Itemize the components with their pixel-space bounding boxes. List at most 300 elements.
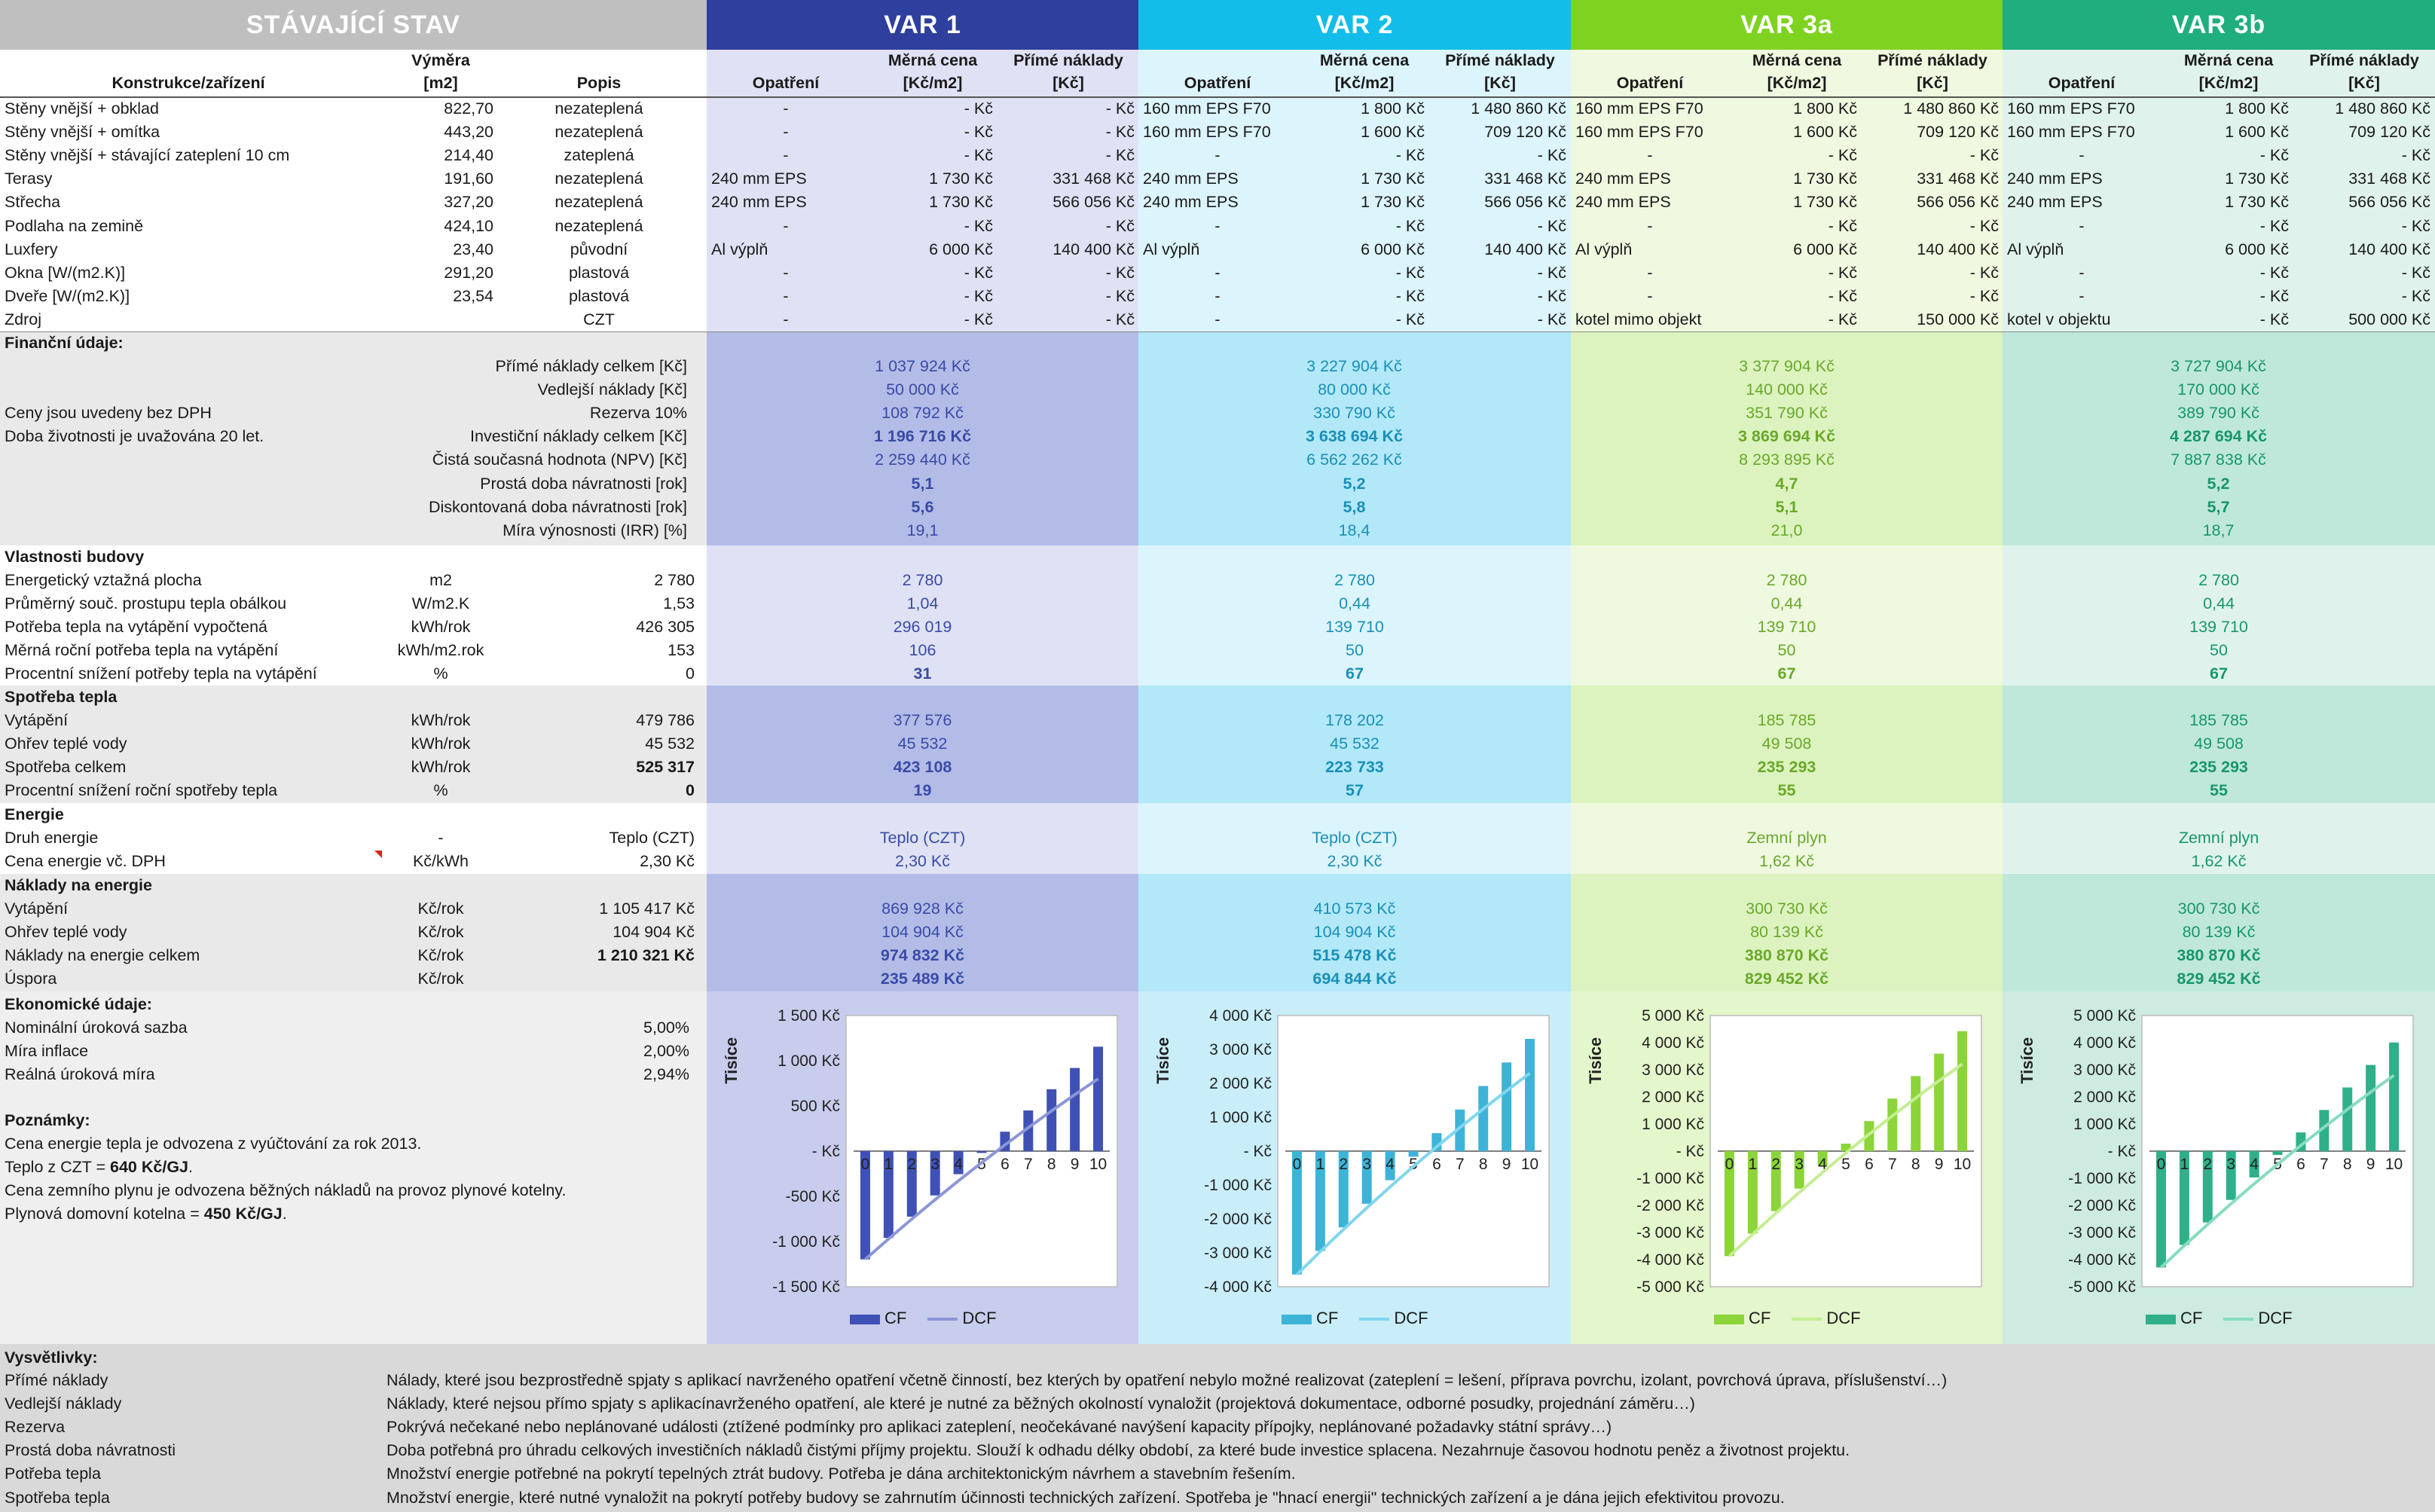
- financial-var-value: 19,1: [906, 521, 939, 539]
- financial-var-value: 3 227 904 Kč: [1306, 357, 1402, 375]
- measure-prime-naklady: 140 400 Kč: [1484, 240, 1566, 258]
- section-costs-title: Náklady na energie: [5, 876, 152, 894]
- measure-opatreni: 160 mm EPS F70: [1143, 123, 1271, 142]
- measure-prime-naklady: - Kč: [2401, 146, 2430, 165]
- section-consumption-title: Spotřeba tepla: [5, 688, 118, 706]
- costs-var-value: 300 730 Kč: [1746, 900, 1828, 918]
- financial-var-value: 5,2: [1343, 474, 1366, 493]
- x-tick-label: 6: [1865, 1156, 1874, 1173]
- consumption-var-value: 185 785: [2189, 711, 2248, 729]
- measure-prime-naklady: 140 400 Kč: [1917, 240, 1999, 258]
- financial-var-value: 389 790 Kč: [2177, 404, 2259, 423]
- building-label: Energetický vztažná plocha: [5, 571, 202, 589]
- measure-opatreni: -: [1647, 286, 1653, 305]
- colhead-prime-naklady: Přímé náklady: [1445, 51, 1555, 69]
- legend-cf-label: CF: [884, 1309, 907, 1327]
- explanation-text: Náklady, které nejsou přímo spjaty s aplikacínavrženého opatření, ale které je nutné za běžných okolností vynaložit (projektová dokumentace, odborné posudky, projednání záměru…): [386, 1394, 1695, 1413]
- colhead-merna-cena-unit: [Kč/m2]: [1767, 74, 1827, 92]
- header-var2: VAR 2: [1138, 0, 1571, 50]
- measure-opatreni: -: [2079, 286, 2085, 305]
- construction-desc: nezateplená: [555, 216, 643, 235]
- financial-var-value: 5,6: [911, 497, 934, 516]
- consumption-var-value: 55: [2210, 781, 2228, 800]
- financial-label: Míra výnosnosti (IRR) [%]: [503, 521, 687, 539]
- colhead-merna-cena: Měrná cena: [1752, 51, 1842, 69]
- measure-opatreni: 160 mm EPS F70: [2007, 99, 2135, 118]
- x-tick-label: 3: [1795, 1156, 1804, 1173]
- measure-merna-cena: - Kč: [2259, 286, 2289, 305]
- y-tick-label: 4 000 Kč: [1642, 1034, 1704, 1052]
- section-economic-title: Ekonomické údaje:: [5, 995, 152, 1013]
- financial-var-value: 3 869 694 Kč: [1737, 427, 1836, 446]
- y-tick-label: 3 000 Kč: [1642, 1061, 1704, 1079]
- building-label: Potřeba tepla na vytápění vypočtená: [5, 618, 268, 637]
- y-tick-label: 3 000 Kč: [1209, 1041, 1272, 1058]
- y-tick-label: - Kč: [1676, 1143, 1704, 1160]
- measure-opatreni: kotel v objektu: [2007, 310, 2111, 328]
- legend-cf-swatch: [2146, 1315, 2176, 1324]
- construction-name: Luxfery: [5, 240, 58, 258]
- measure-prime-naklady: - Kč: [1105, 263, 1135, 282]
- measure-opatreni: -: [1214, 263, 1221, 282]
- x-tick-label: 1: [2180, 1156, 2189, 1173]
- x-tick-label: 7: [1455, 1156, 1465, 1173]
- consumption-var-value: 223 733: [1325, 758, 1384, 777]
- building-var-value: 50: [1346, 641, 1364, 660]
- measure-opatreni: -: [783, 123, 789, 142]
- financial-var-value: 1 037 924 Kč: [875, 357, 970, 375]
- consumption-base-value: 525 317: [636, 758, 695, 777]
- colhead-prime-naklady: Přímé náklady: [1013, 51, 1123, 69]
- measure-prime-naklady: 709 120 Kč: [2348, 123, 2430, 142]
- x-tick-label: 0: [2156, 1156, 2166, 1173]
- building-var-value: 0,44: [1339, 594, 1370, 613]
- construction-area: 327,20: [444, 193, 493, 212]
- measure-opatreni: 240 mm EPS: [2007, 170, 2103, 188]
- explanation-text: Nálady, které jsou bezprostředně spjaty s aplikací navrženého opatření včetně činností, bez kterých by opatření nebylo možné realizovat (zateplení = lešení, příprava povrchu, izolant, povrchová úprava, příslušenství…): [386, 1371, 1948, 1389]
- cf-bar: [2273, 1151, 2283, 1155]
- y-tick-label: -3 000 Kč: [2068, 1224, 2136, 1242]
- financial-var-value: 2 259 440 Kč: [875, 451, 970, 469]
- construction-area: 443,20: [444, 123, 493, 142]
- y-tick-label: -500 Kč: [785, 1188, 840, 1205]
- building-var-value: 67: [1777, 664, 1796, 683]
- measure-prime-naklady: 140 400 Kč: [1053, 240, 1135, 258]
- x-tick-label: 4: [954, 1156, 963, 1173]
- y-axis-label: Tisíce: [1586, 1037, 1605, 1084]
- economic-label: Míra inflace: [5, 1042, 89, 1061]
- x-tick-label: 8: [1046, 1156, 1056, 1173]
- measure-prime-naklady: 150 000 Kč: [1917, 310, 1999, 328]
- colhead-popis: Popis: [576, 74, 622, 92]
- x-tick-label: 6: [1432, 1156, 1441, 1173]
- colhead-opatreni: Opatření: [1616, 74, 1684, 92]
- costs-unit: Kč/rok: [417, 900, 464, 918]
- section-financial-title: Finanční údaje:: [5, 334, 124, 352]
- costs-var-value: 829 452 Kč: [2177, 970, 2261, 988]
- x-tick-label: 8: [1478, 1156, 1488, 1173]
- financial-label: Investiční náklady celkem [Kč]: [470, 427, 687, 446]
- cashflow-chart: [1571, 1002, 2003, 1318]
- consumption-var-value: 377 576: [893, 711, 952, 729]
- measure-opatreni: 160 mm EPS F70: [1575, 99, 1703, 118]
- measure-merna-cena: 6 000 Kč: [929, 240, 993, 258]
- building-var-value: 2 780: [1766, 571, 1807, 589]
- colhead-prime-naklady-unit: [Kč]: [1917, 74, 1948, 92]
- legend-cf-swatch: [850, 1315, 880, 1324]
- energy-var-value: Teplo (CZT): [1312, 829, 1398, 847]
- financial-label: Rezerva 10%: [589, 404, 687, 423]
- costs-var-value: 235 489 Kč: [880, 970, 965, 988]
- x-tick-label: 4: [1818, 1156, 1827, 1173]
- building-base-value: 0: [686, 664, 695, 683]
- building-label: Průměrný souč. prostupu tepla obálkou: [5, 594, 287, 613]
- consumption-var-value: 49 508: [2194, 735, 2244, 753]
- construction-area: 424,10: [444, 216, 493, 235]
- y-axis-label: Tisíce: [2018, 1037, 2036, 1084]
- financial-var-value: 330 790 Kč: [1313, 404, 1395, 423]
- measure-prime-naklady: 709 120 Kč: [1484, 123, 1566, 142]
- building-var-value: 2 780: [902, 571, 943, 589]
- y-tick-label: 2 000 Kč: [2073, 1089, 2136, 1106]
- notes-line-2-c: .: [188, 1158, 193, 1176]
- building-var-value: 67: [2210, 664, 2228, 683]
- cf-bar: [1525, 1039, 1535, 1151]
- measure-merna-cena: - Kč: [964, 99, 993, 118]
- chart-legend: [2146, 1309, 2293, 1328]
- measure-opatreni: 240 mm EPS: [1575, 193, 1671, 212]
- explanation-term: Vedlejší náklady: [5, 1394, 122, 1413]
- costs-var-value: 104 904 Kč: [1313, 923, 1396, 942]
- measure-prime-naklady: - Kč: [1969, 263, 1999, 282]
- building-var-value: 50: [1777, 641, 1796, 660]
- x-tick-label: 1: [884, 1156, 894, 1173]
- consumption-var-value: 235 293: [2189, 758, 2248, 777]
- energy-label: Cena energie vč. DPH: [5, 852, 166, 871]
- measure-opatreni: Al výplň: [1575, 240, 1633, 258]
- energy-var-value: 2,30 Kč: [895, 852, 950, 871]
- measure-prime-naklady: - Kč: [1969, 146, 1999, 165]
- legend-cf-label: CF: [1316, 1309, 1339, 1327]
- construction-area: 191,60: [444, 170, 493, 188]
- financial-var-value: 3 377 904 Kč: [1739, 357, 1835, 375]
- consumption-var-value: 423 108: [893, 758, 952, 777]
- financial-var-value: 6 562 262 Kč: [1306, 451, 1402, 469]
- measure-merna-cena: - Kč: [964, 310, 993, 328]
- energy-var-value: Teplo (CZT): [879, 829, 966, 847]
- comment-marker: [374, 851, 382, 858]
- legend-dcf-swatch: [1792, 1318, 1822, 1321]
- cf-bar: [1934, 1054, 1944, 1151]
- measure-opatreni: -: [783, 216, 789, 235]
- costs-var-value: 410 573 Kč: [1313, 900, 1396, 918]
- costs-label: Náklady na energie celkem: [5, 946, 200, 965]
- measure-prime-naklady: 331 468 Kč: [1917, 170, 1999, 188]
- measure-prime-naklady: - Kč: [1105, 123, 1135, 142]
- y-tick-label: 4 000 Kč: [1209, 1007, 1272, 1025]
- measure-merna-cena: 1 730 Kč: [1793, 170, 1857, 188]
- y-tick-label: 2 000 Kč: [1209, 1075, 1272, 1092]
- measure-merna-cena: - Kč: [2259, 263, 2289, 282]
- costs-label: Ohřev teplé vody: [5, 923, 127, 942]
- header-var1: VAR 1: [707, 0, 1138, 50]
- x-tick-label: 3: [930, 1156, 940, 1173]
- building-var-value: 106: [909, 641, 936, 660]
- measure-opatreni: Al výplň: [1143, 240, 1200, 258]
- building-var-value: 2 780: [1334, 571, 1375, 589]
- consumption-unit: %: [433, 781, 448, 800]
- notes-line-1: Cena energie tepla je odvozena z vyúčtování za rok 2013.: [5, 1135, 422, 1153]
- x-tick-label: 5: [1841, 1156, 1850, 1173]
- financial-note-lifetime: Doba životnosti je uvažována 20 let.: [5, 427, 264, 445]
- construction-area: 23,54: [453, 286, 493, 305]
- notes-line-2-a: Teplo z CZT =: [5, 1158, 111, 1176]
- measure-merna-cena: 1 730 Kč: [2225, 170, 2289, 188]
- header-var3b: VAR 3b: [2003, 0, 2435, 50]
- construction-name: Střecha: [5, 193, 61, 212]
- explanation-term: Potřeba tepla: [5, 1465, 101, 1483]
- y-tick-label: 4 000 Kč: [2073, 1034, 2136, 1052]
- measure-opatreni: -: [1214, 146, 1221, 165]
- building-var-value: 139 710: [2189, 618, 2248, 637]
- energy-base-value: 2,30 Kč: [640, 852, 695, 871]
- building-var-value: 139 710: [1757, 618, 1816, 637]
- consumption-label: Ohřev teplé vody: [5, 735, 127, 753]
- financial-var-value: 4,7: [1775, 474, 1798, 493]
- costs-var-value: 380 870 Kč: [2177, 946, 2261, 965]
- measure-merna-cena: 1 600 Kč: [1361, 123, 1425, 142]
- colhead-vymera: Výměra: [411, 51, 470, 69]
- energy-label: Druh energie: [5, 829, 99, 847]
- building-var-value: 50: [2210, 641, 2228, 660]
- y-tick-label: - Kč: [811, 1143, 840, 1160]
- building-base-value: 153: [668, 641, 695, 660]
- building-var-value: 0,44: [1770, 594, 1803, 613]
- construction-name: Stěny vnější + obklad: [5, 99, 159, 118]
- measure-prime-naklady: - Kč: [1105, 310, 1135, 328]
- measure-merna-cena: 1 730 Kč: [1793, 193, 1857, 212]
- x-tick-label: 2: [1339, 1156, 1349, 1173]
- y-axis-label: Tisíce: [722, 1037, 741, 1084]
- cashflow-chart: [2003, 1002, 2434, 1318]
- costs-var-value: 694 844 Kč: [1312, 970, 1397, 988]
- costs-label: Vytápění: [5, 900, 69, 918]
- notes-line-3: Cena zemního plynu je odvozena běžných nákladů na provoz plynové kotelny.: [5, 1181, 567, 1199]
- x-tick-label: 3: [2226, 1156, 2236, 1173]
- cf-bar: [1911, 1076, 1920, 1151]
- y-tick-label: 5 000 Kč: [1642, 1007, 1704, 1025]
- financial-var-value: 7 887 838 Kč: [2171, 451, 2266, 469]
- legend-cf-swatch: [1282, 1315, 1312, 1324]
- financial-label: Čistá současná hodnota (NPV) [Kč]: [432, 451, 687, 469]
- cf-bar: [1957, 1031, 1967, 1151]
- construction-area: [362, 308, 493, 331]
- financial-label: Přímé náklady celkem [Kč]: [495, 357, 687, 375]
- colhead-vymera-unit: [m2]: [423, 74, 458, 92]
- economic-value: 2,00%: [643, 1042, 689, 1061]
- measure-opatreni: 160 mm EPS F70: [1575, 123, 1703, 142]
- building-unit: %: [433, 664, 448, 683]
- economic-value: 2,94%: [643, 1065, 689, 1084]
- energy-var-value: 1,62 Kč: [1759, 852, 1814, 871]
- explanation-term: Rezerva: [5, 1418, 66, 1437]
- financial-label: Diskontovaná doba návratnosti [rok]: [428, 497, 687, 516]
- consumption-var-value: 235 293: [1757, 758, 1816, 777]
- y-tick-label: -4 000 Kč: [2068, 1251, 2136, 1269]
- measure-merna-cena: 1 730 Kč: [929, 170, 993, 188]
- financial-var-value: 5,1: [911, 474, 934, 493]
- financial-note-vat: Ceny jsou uvedeny bez DPH: [5, 404, 212, 422]
- x-tick-label: 0: [1292, 1156, 1302, 1173]
- measure-opatreni: -: [1214, 216, 1221, 235]
- measure-prime-naklady: - Kč: [1105, 286, 1135, 305]
- legend-cf-label: CF: [1749, 1309, 1771, 1327]
- colhead-prime-naklady: Přímé náklady: [1877, 51, 1987, 69]
- x-tick-label: 9: [1070, 1156, 1080, 1173]
- construction-desc: nezateplená: [555, 99, 643, 118]
- measure-merna-cena: - Kč: [1828, 216, 1857, 235]
- building-var-value: 139 710: [1325, 618, 1384, 637]
- explanations-title: Vysvětlivky:: [5, 1349, 98, 1367]
- financial-var-value: 80 000 Kč: [1318, 380, 1391, 399]
- consumption-var-value: 185 785: [1757, 711, 1816, 729]
- header-current-state: STÁVAJÍCÍ STAV: [0, 0, 707, 50]
- x-tick-label: 5: [977, 1156, 986, 1173]
- y-axis-label: Tisíce: [1153, 1037, 1172, 1084]
- colhead-opatreni: Opatření: [1184, 74, 1251, 92]
- measure-merna-cena: - Kč: [2259, 146, 2289, 165]
- y-tick-label: 2 000 Kč: [1642, 1089, 1704, 1106]
- x-tick-label: 4: [1386, 1156, 1395, 1173]
- construction-name: Stěny vnější + omítka: [5, 123, 160, 142]
- measure-prime-naklady: - Kč: [1105, 216, 1135, 235]
- financial-var-value: 5,8: [1343, 497, 1366, 516]
- chart-legend: [1282, 1309, 1428, 1328]
- explanation-text: Pokrývá nečekané nebo neplánované události (ztížené podmínky pro aplikaci zateplení, neočekávané navýšení kapacity přípojky, neplánované požadavky státní správy…): [386, 1418, 1612, 1437]
- colhead-merna-cena-unit: [Kč/m2]: [1334, 74, 1395, 92]
- costs-var-value: 515 478 Kč: [1312, 946, 1397, 965]
- measure-merna-cena: - Kč: [964, 146, 993, 165]
- energy-var-value: Zemní plyn: [2178, 829, 2259, 847]
- colhead-merna-cena: Měrná cena: [2183, 51, 2274, 69]
- measure-merna-cena: 6 000 Kč: [1361, 240, 1425, 258]
- building-label: Měrná roční potřeba tepla na vytápění: [5, 641, 279, 660]
- measure-merna-cena: 1 800 Kč: [1361, 99, 1425, 118]
- measure-merna-cena: - Kč: [2259, 310, 2289, 328]
- measure-merna-cena: - Kč: [964, 286, 993, 305]
- colhead-prime-naklady-unit: [Kč]: [1053, 74, 1084, 92]
- consumption-var-value: 57: [1346, 781, 1364, 800]
- measure-prime-naklady: 709 120 Kč: [1917, 123, 1999, 142]
- construction-name: Podlaha na zemině: [5, 216, 144, 235]
- economic-value: 5,00%: [643, 1019, 689, 1037]
- x-tick-label: 7: [1023, 1156, 1033, 1173]
- legend-dcf-swatch: [927, 1318, 958, 1321]
- measure-opatreni: 240 mm EPS: [1575, 170, 1671, 188]
- x-tick-label: 8: [1911, 1156, 1920, 1173]
- measure-opatreni: 240 mm EPS: [1143, 193, 1239, 212]
- measure-prime-naklady: 331 468 Kč: [1053, 170, 1135, 188]
- construction-desc: nezateplená: [555, 123, 643, 142]
- measure-prime-naklady: 566 056 Kč: [2348, 193, 2430, 212]
- measure-opatreni: 240 mm EPS: [2007, 193, 2103, 212]
- measure-opatreni: -: [783, 286, 789, 305]
- construction-desc: plastová: [568, 286, 630, 305]
- legend-dcf-label: DCF: [2258, 1309, 2293, 1327]
- consumption-base-value: 0: [686, 781, 695, 800]
- costs-base-value: 1 105 417 Kč: [599, 900, 695, 918]
- y-tick-label: -1 000 Kč: [2068, 1170, 2136, 1187]
- x-tick-label: 2: [1771, 1156, 1781, 1173]
- x-tick-label: 2: [2203, 1156, 2213, 1173]
- chart-legend: [1714, 1309, 1861, 1328]
- x-tick-label: 3: [1362, 1156, 1372, 1173]
- x-tick-label: 10: [1953, 1156, 1972, 1173]
- cf-bar: [1502, 1062, 1511, 1151]
- measure-prime-naklady: - Kč: [1537, 310, 1566, 328]
- consumption-var-value: 19: [913, 781, 932, 800]
- measure-merna-cena: - Kč: [1395, 263, 1425, 282]
- cf-bar: [1093, 1046, 1103, 1151]
- measure-opatreni: -: [2079, 146, 2085, 165]
- consumption-base-value: 45 532: [645, 735, 695, 753]
- financial-var-value: 1 196 716 Kč: [873, 427, 972, 446]
- legend-dcf-label: DCF: [1826, 1309, 1861, 1327]
- measure-prime-naklady: - Kč: [1105, 99, 1135, 118]
- measure-merna-cena: - Kč: [1395, 216, 1425, 235]
- y-tick-label: -4 000 Kč: [1204, 1278, 1272, 1296]
- x-tick-label: 9: [1934, 1156, 1944, 1173]
- building-unit: W/m2.K: [411, 594, 470, 613]
- measure-merna-cena: 1 800 Kč: [1793, 99, 1857, 118]
- section-building-title: Vlastnosti budovy: [5, 548, 145, 566]
- financial-var-value: 3 638 694 Kč: [1305, 427, 1404, 446]
- energy-var-value: Zemní plyn: [1746, 829, 1827, 847]
- construction-name: Terasy: [5, 170, 53, 188]
- colhead-konstrukce: Konstrukce/zařízení: [112, 74, 265, 92]
- notes-line-2: [5, 1156, 683, 1179]
- measure-prime-naklady: 1 480 860 Kč: [1471, 99, 1566, 118]
- measure-merna-cena: - Kč: [1828, 286, 1857, 305]
- cf-bar: [2366, 1065, 2375, 1151]
- x-tick-label: 6: [2296, 1156, 2305, 1173]
- consumption-label: Spotřeba celkem: [5, 758, 127, 777]
- measure-opatreni: -: [1214, 310, 1221, 328]
- explanation-term: Prostá doba návratnosti: [5, 1441, 176, 1460]
- colhead-merna-cena-unit: [Kč/m2]: [2198, 74, 2259, 92]
- colhead-merna-cena: Měrná cena: [1319, 51, 1410, 69]
- financial-var-value: 140 000 Kč: [1746, 380, 1828, 399]
- construction-desc: plastová: [568, 263, 630, 282]
- cf-bar: [1046, 1089, 1056, 1151]
- colhead-opatreni: Opatření: [752, 74, 820, 92]
- measure-opatreni: 240 mm EPS: [711, 193, 807, 212]
- y-tick-label: 1 000 Kč: [778, 1052, 840, 1070]
- y-tick-label: -1 000 Kč: [772, 1233, 840, 1251]
- legend-cf-swatch: [1714, 1315, 1744, 1324]
- measure-opatreni: -: [783, 263, 789, 282]
- chart-legend: [850, 1309, 997, 1328]
- consumption-var-value: 55: [1777, 781, 1796, 800]
- costs-base-value: 104 904 Kč: [613, 923, 695, 942]
- cashflow-chart: [707, 1002, 1138, 1318]
- x-tick-label: 9: [1502, 1156, 1511, 1173]
- measure-merna-cena: 6 000 Kč: [1793, 240, 1857, 258]
- measure-prime-naklady: - Kč: [1537, 216, 1566, 235]
- building-var-value: 1,04: [906, 594, 939, 613]
- energy-base-value: Teplo (CZT): [609, 829, 695, 847]
- measure-opatreni: 160 mm EPS F70: [2007, 123, 2135, 142]
